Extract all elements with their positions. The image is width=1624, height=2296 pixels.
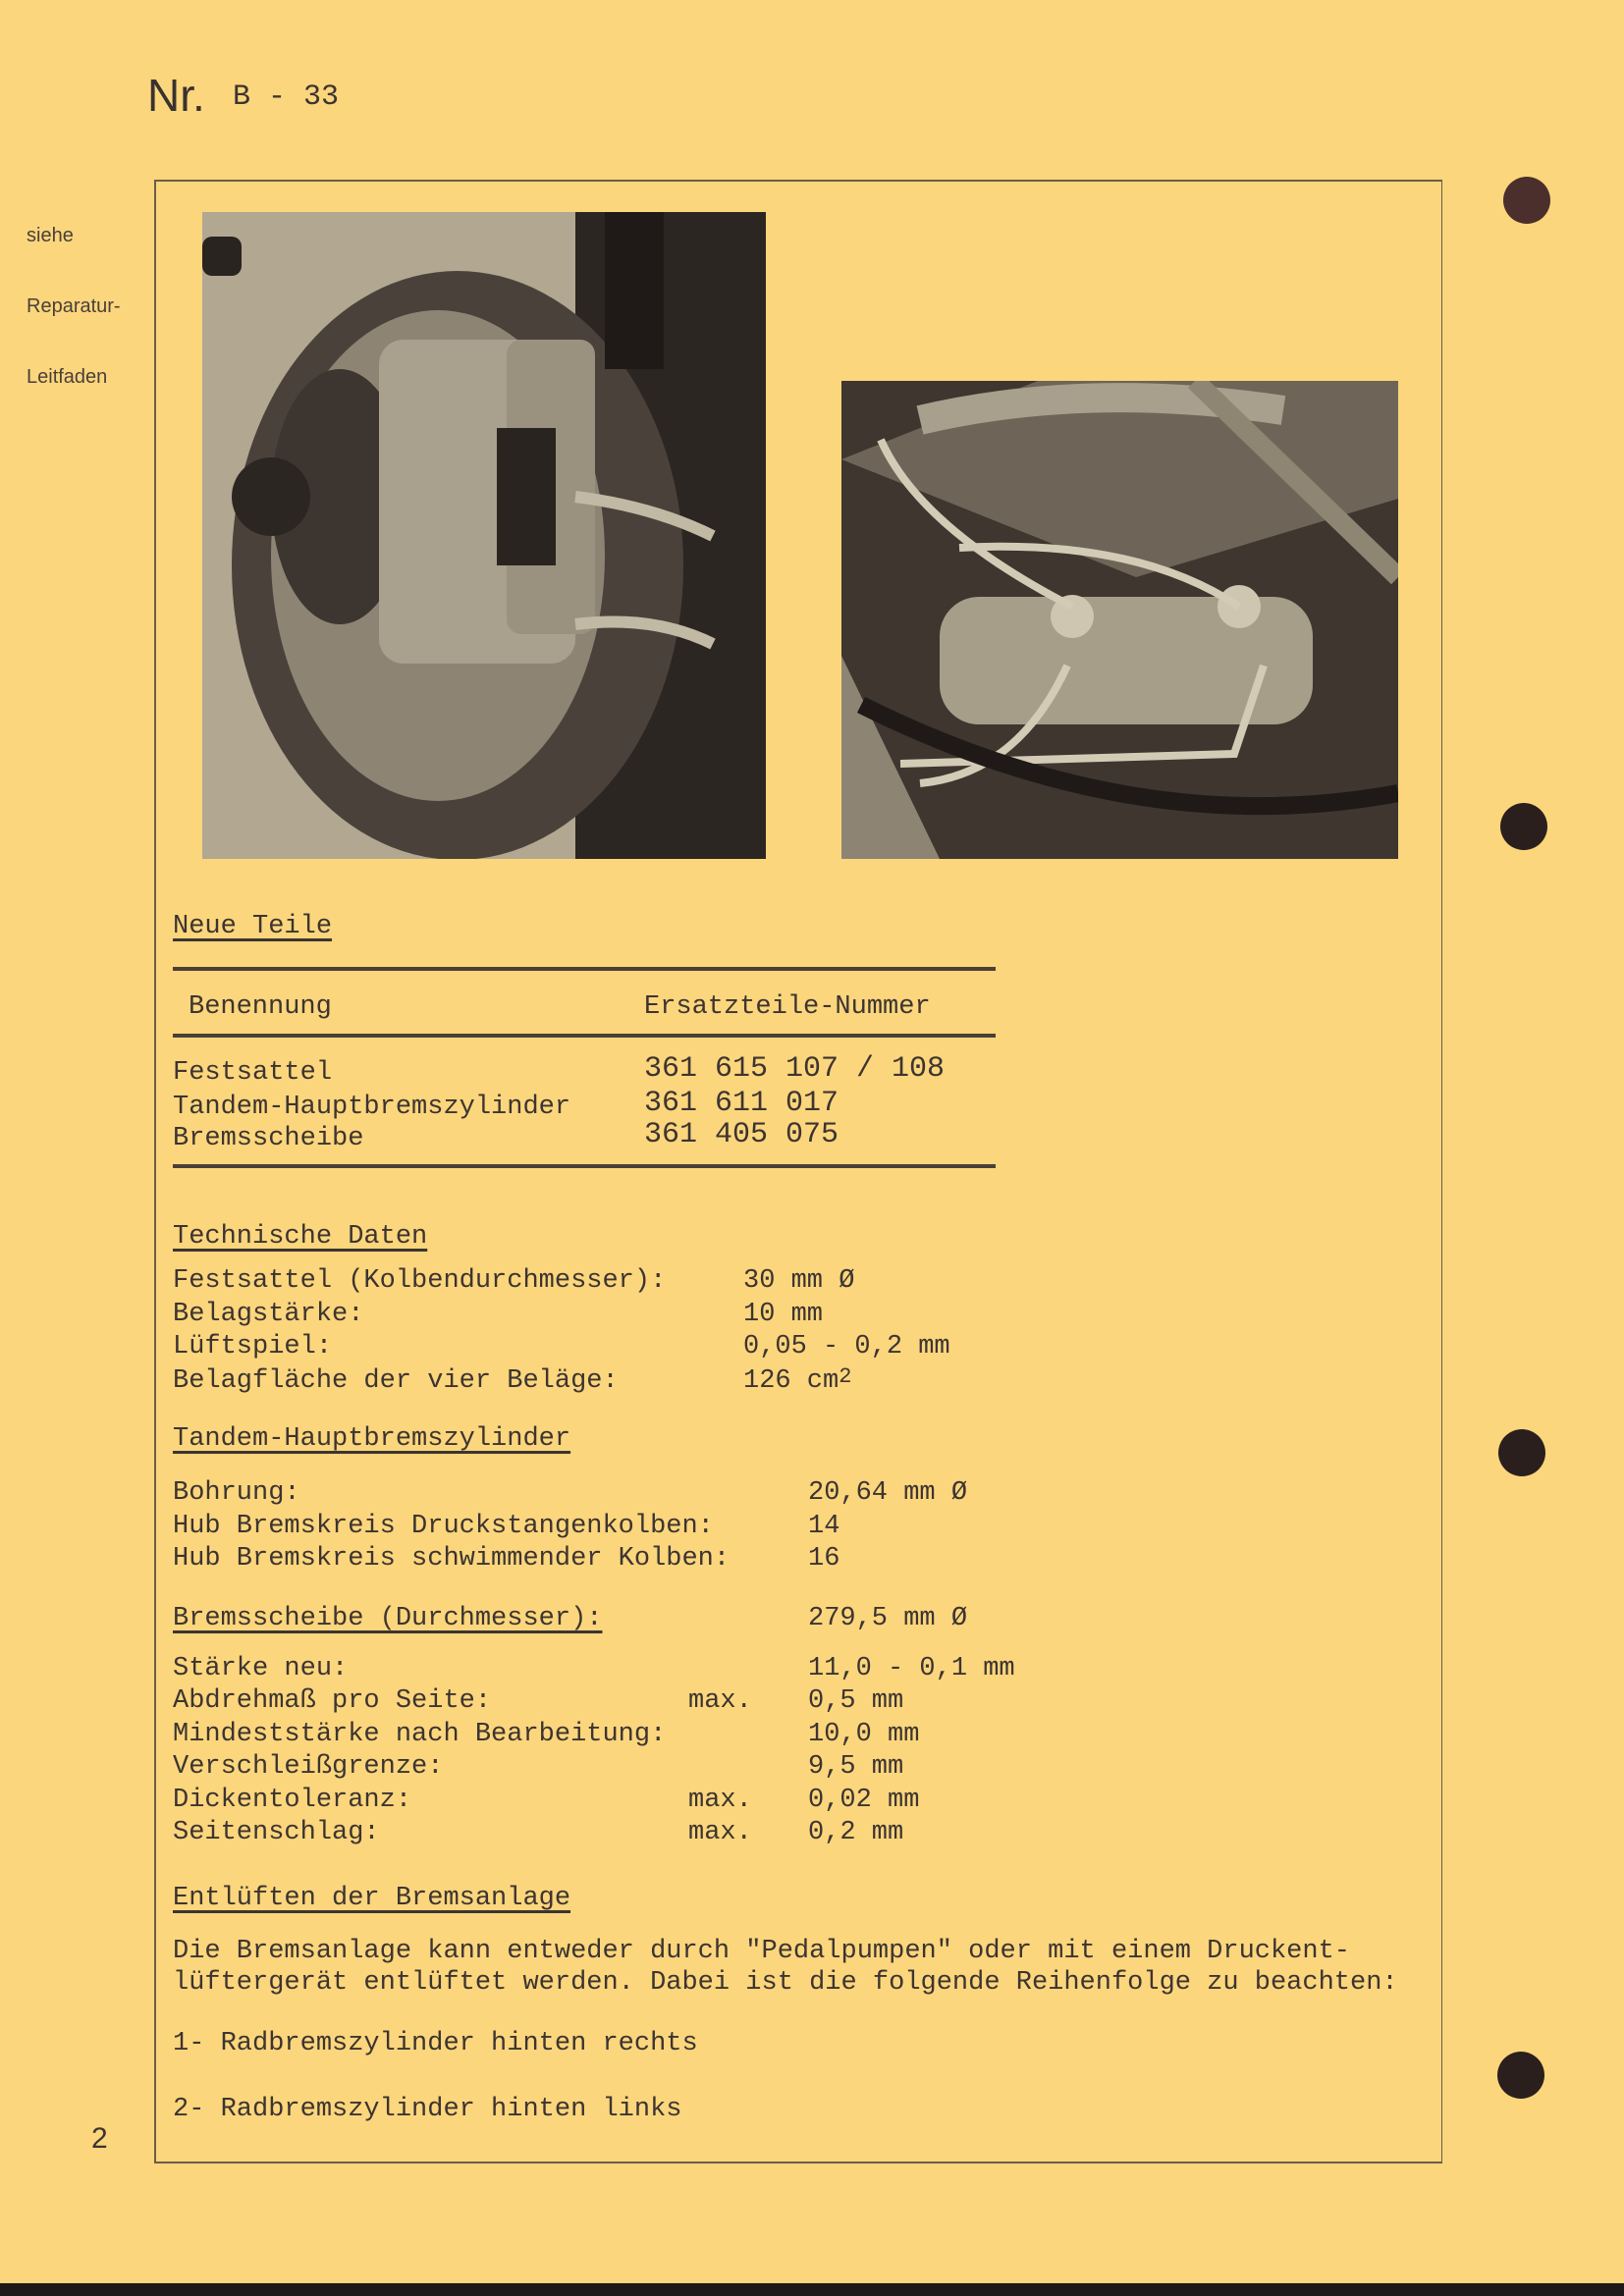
- page-number: 2: [91, 2122, 108, 2155]
- master-title: Tandem-Hauptbremszylinder: [173, 1424, 571, 1454]
- master-label: Hub Bremskreis Druckstangenkolben:: [173, 1512, 714, 1541]
- disc-label: Seitenschlag:: [173, 1818, 380, 1847]
- bleed-step: 2- Radbremszylinder hinten links: [173, 2095, 682, 2124]
- disc-label: Dickentoleranz:: [173, 1786, 412, 1815]
- master-value: 20,64 mm Ø: [808, 1478, 968, 1508]
- side-note: [27, 177, 121, 412]
- document-number-label: Nr.: [147, 70, 205, 121]
- disc-qualifier: max.: [688, 1686, 752, 1716]
- disc-value: 11,0 - 0,1 mm: [808, 1654, 1015, 1683]
- parts-col-number: Ersatzteile-Nummer: [644, 992, 931, 1022]
- bleed-step: 1- Radbremszylinder hinten rechts: [173, 2029, 698, 2058]
- tech-label: Festsattel (Kolbendurchmesser):: [173, 1266, 667, 1296]
- side-note-line: Leitfaden: [27, 366, 108, 388]
- disc-title-value: 279,5 mm Ø: [808, 1604, 968, 1633]
- punch-hole: [1500, 803, 1547, 850]
- divider: [173, 967, 996, 971]
- part-name: Tandem-Hauptbremszylinder: [173, 1093, 571, 1122]
- tech-label: Belagfläche der vier Beläge:: [173, 1366, 619, 1396]
- divider: [173, 1034, 996, 1038]
- parts-col-name: Benennung: [189, 992, 332, 1022]
- scan-edge: [0, 2283, 1624, 2296]
- master-value: 14: [808, 1512, 840, 1541]
- disc-value: 0,02 mm: [808, 1786, 920, 1815]
- bleed-paragraph-line: lüftergerät entlüftet werden. Dabei ist die folgende Reihenfolge zu beachten:: [173, 1968, 1398, 1998]
- disc-title: Bremsscheibe (Durchmesser):: [173, 1604, 603, 1633]
- master-label: Hub Bremskreis schwimmender Kolben:: [173, 1544, 731, 1574]
- part-number: 361 611 017: [644, 1087, 839, 1120]
- master-value: 16: [808, 1544, 840, 1574]
- disc-value: 0,2 mm: [808, 1818, 904, 1847]
- tech-title: Technische Daten: [173, 1222, 428, 1252]
- disc-value: 0,5 mm: [808, 1686, 904, 1716]
- disc-qualifier: max.: [688, 1818, 752, 1847]
- punch-hole: [1497, 2052, 1544, 2099]
- disc-label: Stärke neu:: [173, 1654, 349, 1683]
- part-number: 361 405 075: [644, 1118, 839, 1151]
- side-note-line: siehe: [27, 225, 74, 246]
- disc-qualifier: max.: [688, 1786, 752, 1815]
- tech-label: Lüftspiel:: [173, 1332, 333, 1362]
- superscript: 2: [839, 1364, 852, 1389]
- tech-value: 0,05 - 0,2 mm: [743, 1332, 950, 1362]
- side-note-line: Reparatur-: [27, 295, 121, 317]
- part-name: Bremsscheibe: [173, 1124, 364, 1153]
- punch-hole: [1503, 177, 1550, 224]
- disc-label: Mindeststärke nach Bearbeitung:: [173, 1720, 667, 1749]
- disc-label: Verschleißgrenze:: [173, 1752, 444, 1782]
- punch-hole: [1498, 1429, 1545, 1476]
- disc-brake-caliper-photo: [202, 212, 766, 859]
- tech-label: Belagstärke:: [173, 1300, 364, 1329]
- master-label: Bohrung:: [173, 1478, 300, 1508]
- part-number: 361 615 107 / 108: [644, 1052, 946, 1086]
- bleed-title: Entlüften der Bremsanlage: [173, 1884, 571, 1913]
- tech-value: 30 mm Ø: [743, 1266, 855, 1296]
- tech-value: 126 cm: [743, 1366, 839, 1396]
- bleed-paragraph-line: Die Bremsanlage kann entweder durch "Pedalpumpen" oder mit einem Druckent-: [173, 1937, 1350, 1966]
- tandem-master-cylinder-photo: [841, 381, 1398, 859]
- tech-value-with-unit: [743, 1365, 851, 1397]
- tech-value: 10 mm: [743, 1300, 824, 1329]
- parts-title: Neue Teile: [173, 912, 333, 941]
- disc-value: 10,0 mm: [808, 1720, 920, 1749]
- divider: [173, 1164, 996, 1168]
- document-number: B - 33: [233, 80, 340, 114]
- disc-label: Abdrehmaß pro Seite:: [173, 1686, 492, 1716]
- disc-value: 9,5 mm: [808, 1752, 904, 1782]
- part-name: Festsattel: [173, 1058, 333, 1088]
